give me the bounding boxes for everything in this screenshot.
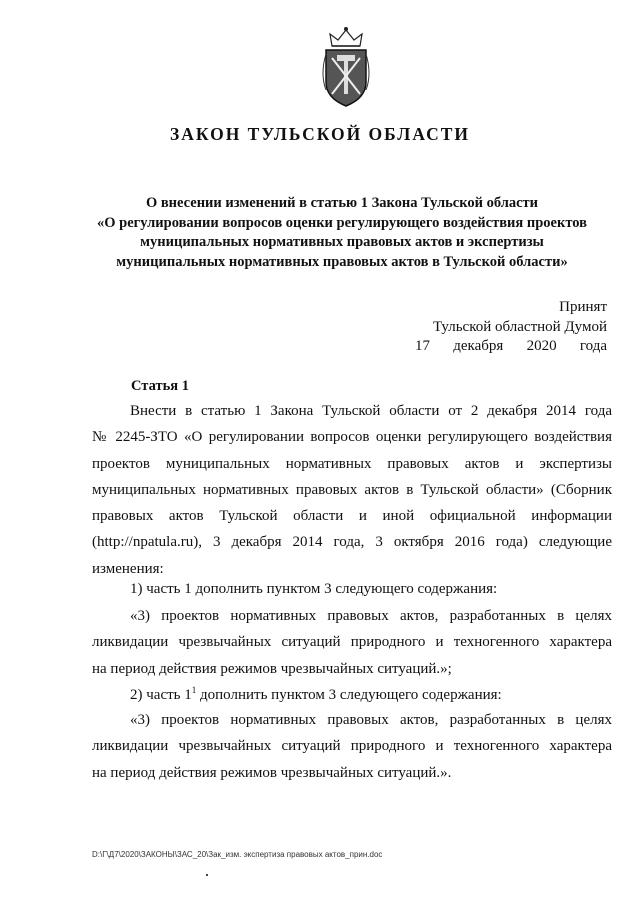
law-title: ЗАКОН ТУЛЬСКОЙ ОБЛАСТИ bbox=[169, 124, 471, 144]
amendment-line: «3) проектов нормативных правовых актов, разработанных в целях bbox=[130, 712, 612, 728]
amendment-line: ликвидации чрезвычайных ситуаций природного и техногенного характера bbox=[92, 738, 612, 755]
amendment-line: на период действия режимов чрезвычайных ситуаций.»; bbox=[92, 660, 452, 677]
intro-line: (http://npatula.ru), 3 декабря 2014 года, 3 октября 2016 года) следующие bbox=[92, 534, 612, 551]
subtitle-line: О внесении изменений в статью 1 Закона Тульской области bbox=[145, 195, 539, 211]
amendment-line: ликвидации чрезвычайных ситуаций природного и техногенного характера bbox=[92, 634, 612, 651]
amendment-line: «3) проектов нормативных правовых актов, разработанных в целях bbox=[130, 608, 612, 624]
subtitle-line: муниципальных нормативных правовых актов и экспертизы bbox=[140, 234, 544, 250]
amendment-2-text bbox=[92, 707, 612, 786]
article-intro bbox=[92, 398, 612, 582]
coat-of-arms-icon bbox=[318, 24, 374, 110]
subtitle-line: муниципальных нормативных правовых актов в Тульской области» bbox=[116, 253, 568, 270]
intro-line: изменения: bbox=[92, 560, 164, 577]
article-heading: Статья 1 bbox=[131, 378, 189, 394]
amendment-1-text bbox=[92, 603, 612, 682]
adoption-year: 2020 bbox=[526, 338, 557, 354]
intro-line: № 2245-ЗТО «О регулировании вопросов оценки регулирующего воздействия bbox=[92, 429, 612, 446]
adopted-by: Тульской областной Думой bbox=[432, 318, 607, 335]
scan-dot bbox=[206, 874, 208, 876]
adopted-label: Принят bbox=[559, 299, 607, 315]
item2-superscript: 1 bbox=[191, 685, 197, 695]
law-subtitle bbox=[72, 194, 612, 272]
adoption-day: 17 bbox=[415, 338, 430, 354]
item2-prefix: 2) часть 1 bbox=[130, 687, 192, 703]
file-path-footer: D:\Г\Д7\2020\ЗАКОНЫ\ЗАС_20\Зак_изм. экспертиза правовых актов_прин.doc bbox=[92, 850, 383, 859]
intro-line: правовых актов Тульской области и иной официальной информации bbox=[92, 508, 612, 525]
adoption-date bbox=[407, 337, 607, 357]
amendment-item-1: 1) часть 1 дополнить пунктом 3 следующего содержания: bbox=[130, 581, 498, 597]
amendment-item-2 bbox=[130, 685, 502, 704]
intro-line: Внести в статью 1 Закона Тульской области от 2 декабря 2014 года bbox=[130, 403, 612, 419]
adoption-year-word: года bbox=[579, 338, 607, 354]
adoption-block bbox=[407, 298, 607, 357]
subtitle-line: «О регулировании вопросов оценки регулирующего воздействия проектов bbox=[97, 214, 587, 231]
intro-line: муниципальных нормативных правовых актов в Тульской области» (Сборник bbox=[92, 481, 612, 498]
adoption-month: декабря bbox=[453, 338, 504, 354]
item2-suffix: дополнить пунктом 3 следующего содержания: bbox=[196, 687, 502, 703]
intro-line: проектов муниципальных нормативных правовых актов и экспертизы bbox=[92, 455, 612, 472]
amendment-line: на период действия режимов чрезвычайных ситуаций.». bbox=[92, 764, 452, 781]
